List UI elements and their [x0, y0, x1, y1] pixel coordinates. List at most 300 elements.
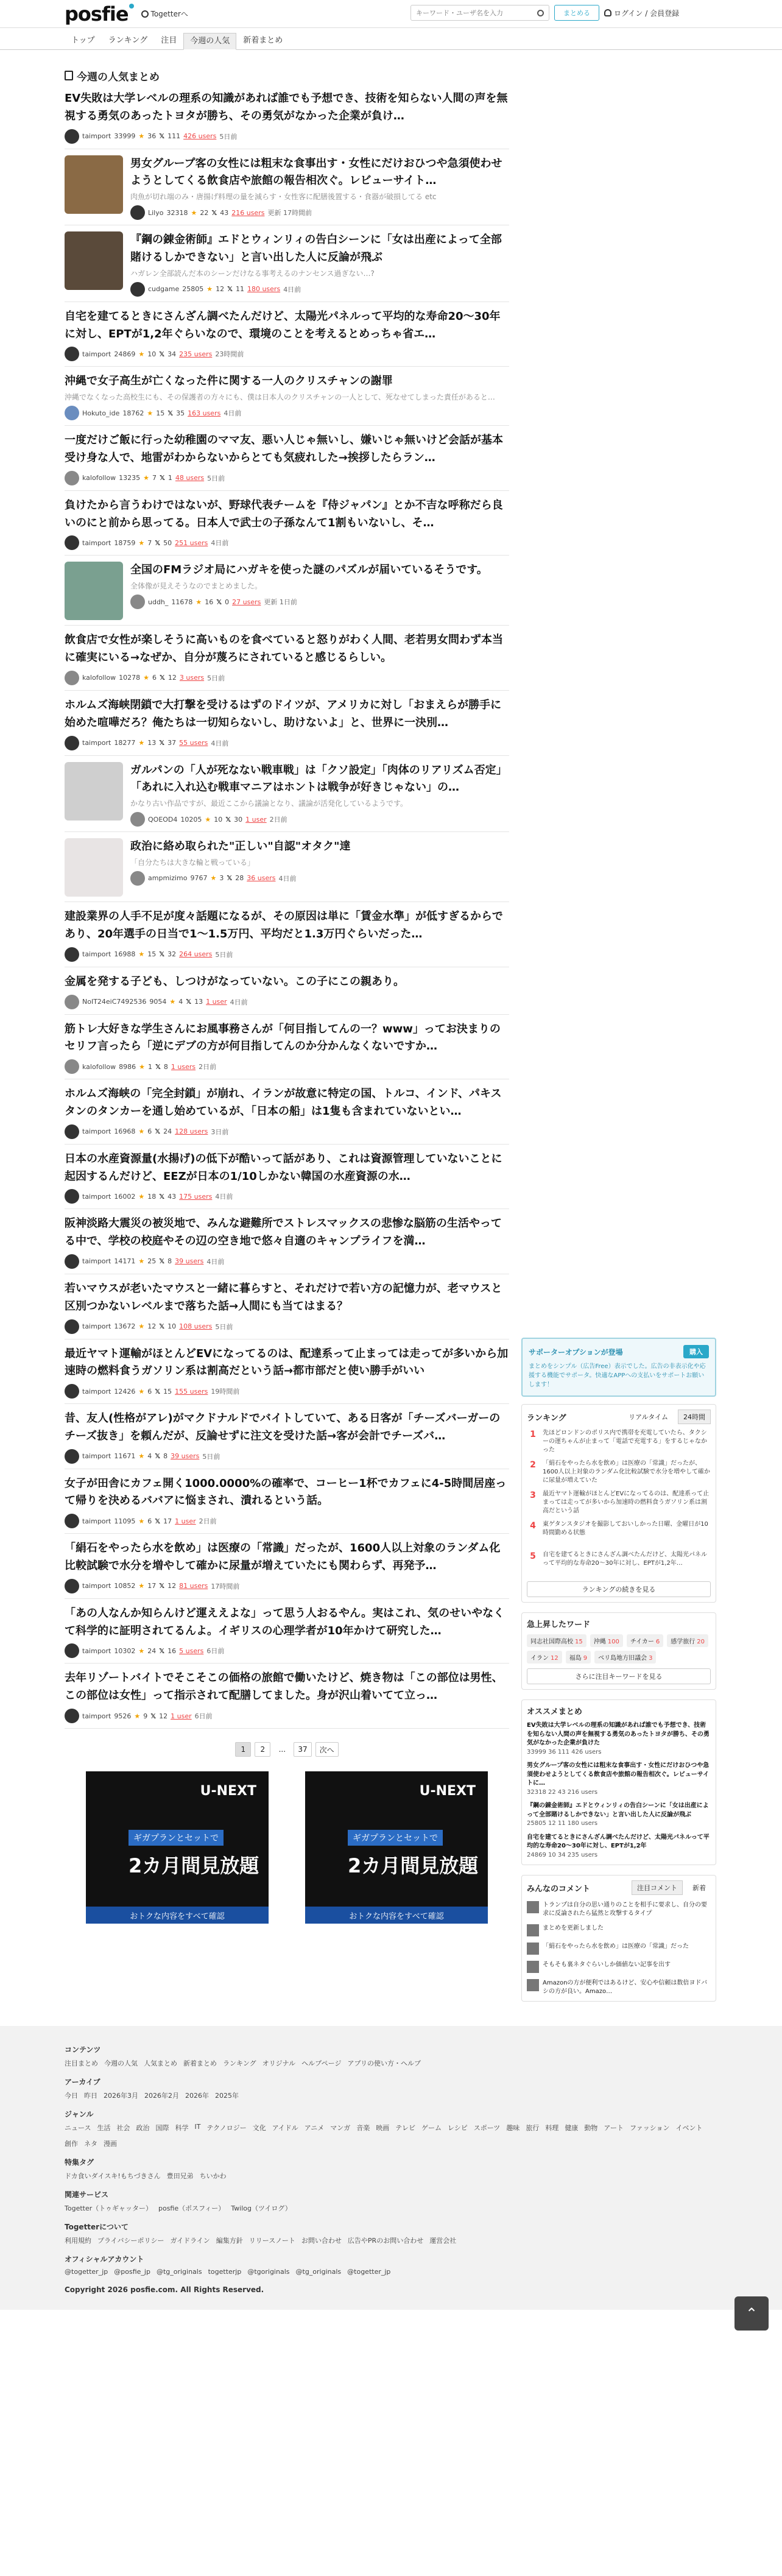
buy-button[interactable]: 購入: [683, 1345, 709, 1358]
avatar[interactable]: [65, 995, 79, 1009]
avatar[interactable]: [65, 1059, 79, 1074]
footer-link[interactable]: 映画: [376, 2124, 390, 2132]
footer-link[interactable]: ファッション: [629, 2124, 670, 2132]
footer-link[interactable]: 人気まとめ: [144, 2059, 177, 2067]
footer-link[interactable]: 音楽: [356, 2124, 370, 2132]
article-title[interactable]: ガルパンの「人が死なない戦車戦」は「クソ設定」「肉体のリアリズム否定」「あれに入れ込む戦車マニアはホントは戦争が好きじゃない」の…: [130, 763, 507, 794]
article-item[interactable]: [65, 626, 509, 691]
avatar[interactable]: [65, 947, 79, 962]
comment-tab-new[interactable]: 新着: [692, 1884, 706, 1892]
article-item[interactable]: [65, 1469, 509, 1534]
tab-weekly[interactable]: 今週の人気: [183, 33, 236, 50]
users-count[interactable]: 108 users: [179, 1322, 213, 1330]
avatar[interactable]: [130, 282, 145, 297]
article-item[interactable]: [65, 302, 509, 367]
comment-thumbnail: [527, 1961, 539, 1973]
article-item[interactable]: [65, 967, 509, 1015]
keyword-count: 20: [697, 1639, 705, 1645]
x-count: 12: [159, 1712, 168, 1720]
recommended-title[interactable]: 自宅を建てるときにさんざん調べたんだけど、太陽光パネルって平均的な寿命20〜30年に対し、EPTが1,2年: [527, 1833, 710, 1849]
author-name[interactable]: taimport: [82, 1387, 111, 1396]
footer-link[interactable]: 今週の人気: [104, 2059, 138, 2067]
ranking-title[interactable]: 最近ヤマト運輸がほとんどEVになってるのは、配達系って止まっては走ってが多いから加速時の燃料食うガソリン系は割高だという話: [543, 1491, 710, 1514]
star-count: 6: [152, 674, 157, 682]
tab-top[interactable]: トップ: [71, 36, 95, 45]
recommended-title[interactable]: 男女グループ客の女性には粗末な食事出す・女性にだけおひつや急須使わせようとしてくる飲食店や旅館の報告相次ぐ。レビューサイトに…: [527, 1762, 710, 1787]
avatar[interactable]: [65, 535, 79, 550]
keyword-count: 12: [551, 1655, 558, 1662]
rank-number: 1: [530, 1430, 536, 1439]
create-matome-button[interactable]: まとめる: [554, 5, 599, 21]
view-count: 16002: [114, 1192, 136, 1201]
sidebar: [521, 67, 716, 2002]
avatar[interactable]: [130, 595, 145, 609]
search-icon[interactable]: [537, 10, 544, 16]
avatar[interactable]: [65, 1643, 79, 1658]
footer-link[interactable]: 新着まとめ: [183, 2059, 217, 2067]
view-count: 10205: [180, 815, 202, 824]
footer-link[interactable]: ゲーム: [421, 2124, 442, 2132]
footer-link[interactable]: @tg_originals: [295, 2268, 342, 2276]
x-count: 50: [163, 538, 172, 547]
login-link[interactable]: ログイン / 会員登録: [604, 8, 679, 18]
search-input[interactable]: [416, 9, 532, 17]
article-title[interactable]: 全国のFMラジオ局にハガキを使った謎のパズルが届いているそうです。: [130, 563, 488, 577]
recommended-item[interactable]: [527, 1833, 711, 1860]
article-item[interactable]: [65, 1404, 509, 1469]
footer-link[interactable]: アプリの使い方・ヘルプ: [347, 2059, 421, 2067]
view-count: 9767: [190, 874, 208, 883]
footer-link[interactable]: スポーツ: [473, 2124, 501, 2132]
users-count[interactable]: 5 users: [179, 1646, 204, 1655]
article-item[interactable]: [65, 1599, 509, 1664]
article-item[interactable]: [65, 367, 509, 426]
footer-link[interactable]: @posfie_jp: [114, 2268, 150, 2276]
footer-heading: ジャンル: [65, 2110, 94, 2119]
article-title[interactable]: ホルムズ海峡閉鎖で大打撃を受けるはずのドイツが、アメリカに対し「おまえらが勝手に始めた喧嘩だろ？俺たちは一切知らないし、助けないよ」と、世界に一決別…: [65, 698, 502, 729]
keywords-more-button[interactable]: さらに注目キーワードを見る: [527, 1668, 711, 1684]
ranking-title[interactable]: 先ほどロンドンのポリス内で携帯を充電していたら、タクシーの運ちゃんが止まって「電話で充電する」をするじゃなかった: [543, 1430, 707, 1453]
footer-link[interactable]: 2026年3月: [104, 2092, 138, 2100]
article-title[interactable]: 筋トレ大好きな学生さんにお風事務さんが「何目指してんの一？www」ってお決まりのセリフ言ったら「逆にデブの方が何目指してんのか分かんなくないですか…: [65, 1022, 501, 1053]
footer-link[interactable]: ちいかわ: [199, 2172, 227, 2180]
article-title[interactable]: EV失敗は大学レベルの理系の知識があれば誰でも予想でき、技術を知らない人間の声を無視する勇気のあったトヨタが勝ち、その勇気がなかった企業が負け…: [65, 92, 508, 122]
article-title[interactable]: 若いマウスが老いたマウスと一緒に暮らすと、それだけで若い方の記憶力が、老マウスと区別つかないレベルまで落ちた話→人間にも当てはまる？: [65, 1282, 502, 1313]
post-age: 5日前: [207, 674, 225, 682]
author-name[interactable]: taimport: [82, 950, 111, 959]
footer-link[interactable]: 漫画: [104, 2140, 117, 2148]
footer-link[interactable]: IT: [194, 2123, 201, 2131]
footer-link[interactable]: togetterjp: [208, 2268, 242, 2276]
tab-ranking[interactable]: ランキング: [108, 36, 148, 45]
author-name[interactable]: uddh_: [148, 598, 169, 606]
comment-text[interactable]: 「絹石をやったら水を飲め」は医療の「常識」だった: [543, 1943, 689, 1950]
author-name[interactable]: taimport: [82, 1712, 111, 1720]
article-meta: [65, 736, 509, 750]
article-title[interactable]: 負けたから言うわけではないが、野球代表チームを『侍ジャパン』とか不吉な呼称だら良いのにと前から思ってる。日本人で武士の子孫なんて1割もいないし、そ…: [65, 498, 503, 529]
star-icon: ★: [138, 1387, 145, 1396]
article-title[interactable]: 金属を発する子ども、しつけがなっていない。この子にこの親あり。: [65, 975, 404, 988]
article-item[interactable]: [65, 902, 509, 967]
article-thumbnail[interactable]: [65, 231, 123, 290]
users-count[interactable]: 1 user: [206, 998, 227, 1006]
keyword-chip[interactable]: [590, 1634, 623, 1647]
users-count[interactable]: 163 users: [188, 409, 221, 417]
footer-link[interactable]: @tg_originals: [156, 2268, 202, 2276]
users-count[interactable]: 251 users: [175, 538, 208, 547]
avatar[interactable]: [130, 205, 145, 220]
footer-link[interactable]: posfie（ポスフィー）: [158, 2204, 225, 2212]
scroll-top-button[interactable]: ⌃: [734, 2296, 769, 2331]
next-page-button[interactable]: 次へ: [315, 1742, 339, 1757]
keyword-chip[interactable]: [667, 1634, 708, 1647]
footer-link[interactable]: プライバシーポリシー: [97, 2237, 164, 2245]
article-thumbnail[interactable]: [65, 562, 123, 620]
users-count[interactable]: 180 users: [247, 285, 281, 294]
comment-text[interactable]: トランプは自分の思い通りのことを相手に要求し、自分の要求に反論されたら猛然と攻撃するタイプ: [543, 1902, 707, 1917]
star-count: 12: [147, 1322, 157, 1330]
footer-heading: コンテンツ: [65, 2045, 101, 2054]
users-count[interactable]: 235 users: [179, 350, 213, 358]
author-name[interactable]: NoIT24eiC7492536: [82, 998, 147, 1006]
article-thumbnail[interactable]: [65, 155, 123, 214]
users-count[interactable]: 39 users: [171, 1452, 200, 1461]
page-1[interactable]: 1: [235, 1742, 251, 1757]
footer-link[interactable]: Twilog（ツイログ）: [231, 2204, 292, 2212]
article-title[interactable]: 阪神淡路大震災の被災地で、みんな避難所でストレスマックスの悲惨な脳筋の生活やってる中で、学校の校庭やその辺の空き地で悠々自適のキャンプライフを満…: [65, 1217, 502, 1248]
post-age: 4日前: [215, 1193, 233, 1201]
article-title[interactable]: 去年リゾートバイトでそこそこの価格の旅館で働いたけど、焼き物は「この部位は男性、この部位は女性」って指示されて配膳してました。身が沢山着いてて立っ…: [65, 1671, 503, 1703]
article-item[interactable]: [65, 1209, 509, 1274]
article-item[interactable]: [65, 426, 509, 491]
ranking-item[interactable]: [527, 1520, 711, 1546]
footer-link[interactable]: @tgoriginals: [247, 2268, 290, 2276]
article-description: 全体像が見えそうなのでまとめました。: [130, 582, 262, 591]
users-count[interactable]: 55 users: [179, 739, 208, 747]
article-meta: [65, 471, 509, 485]
footer-link[interactable]: アイドル: [272, 2124, 298, 2132]
keyword-chip[interactable]: [627, 1634, 663, 1647]
x-count: 37: [167, 739, 177, 747]
footer-link[interactable]: @togetter_jp: [347, 2268, 391, 2276]
footer-link[interactable]: ガイドライン: [170, 2237, 210, 2245]
keyword-label: 感学旅行: [671, 1639, 696, 1645]
footer-link[interactable]: イベント: [675, 2124, 703, 2132]
ranking-tab-realtime[interactable]: リアルタイム: [629, 1413, 668, 1421]
footer-link[interactable]: 料理: [545, 2124, 559, 2132]
recommended-title[interactable]: EV失敗は大学レベルの理系の知識があれば誰でも予想でき、技術を知らない人間の声を無視する勇気のあったトヨタが勝ち、その勇気がなかった企業が負けた: [527, 1722, 710, 1746]
footer-link[interactable]: 動物: [584, 2124, 598, 2132]
author-name[interactable]: taimport: [82, 538, 111, 547]
footer-link[interactable]: 2026年2月: [144, 2092, 179, 2100]
page-2[interactable]: 2: [255, 1742, 270, 1757]
footer-link[interactable]: アニメ: [304, 2124, 325, 2132]
post-age: 4日前: [211, 539, 229, 548]
avatar[interactable]: [65, 1449, 79, 1464]
users-count[interactable]: 1 users: [171, 1062, 196, 1071]
article-item[interactable]: [65, 1274, 509, 1339]
article-title[interactable]: 沖縄で女子高生が亡くなった件に関する一人のクリスチャンの謝罪: [65, 375, 393, 388]
avatar[interactable]: [130, 871, 145, 886]
article-item[interactable]: [65, 1145, 509, 1210]
users-count[interactable]: 128 users: [175, 1127, 208, 1136]
avatar[interactable]: [65, 129, 79, 144]
article-title[interactable]: 男女グループ客の女性には粗末な食事出す・女性にだけおひつや急須使わせようとしてくる飲食店や旅館の報告相次ぐ。レビューサイト…: [130, 157, 502, 188]
users-count[interactable]: 264 users: [179, 950, 213, 959]
footer-link[interactable]: リリースノート: [248, 2237, 295, 2245]
article-item[interactable]: [65, 149, 509, 226]
comment-tab-featured[interactable]: 注目コメント: [632, 1880, 683, 1895]
comment-item[interactable]: [527, 1943, 711, 1955]
footer-link[interactable]: 社会: [116, 2124, 130, 2132]
keyword-chip[interactable]: [566, 1651, 591, 1664]
author-name[interactable]: taimport: [82, 1646, 111, 1655]
avatar[interactable]: [65, 671, 79, 685]
article-item[interactable]: [65, 1339, 509, 1405]
footer-link[interactable]: 政治: [136, 2124, 150, 2132]
author-name[interactable]: taimport: [82, 350, 111, 358]
avatar[interactable]: [65, 1124, 79, 1139]
author-name[interactable]: Hokuto_ide: [82, 409, 120, 417]
footer-link[interactable]: 豊田兄弟: [166, 2172, 194, 2180]
article-item[interactable]: [65, 84, 509, 149]
ranking-title[interactable]: 自宅を建てるときにさんざん調べたんだけど、太陽光パネルって平均的な寿命20〜30年に対し、EPTが1,2年…: [543, 1551, 707, 1567]
article-item[interactable]: [65, 491, 509, 556]
footer-link[interactable]: 健康: [565, 2124, 579, 2132]
article-meta: [65, 995, 509, 1009]
ranking-title[interactable]: 「絹石をやったら水を飲め」は医療の「常識」だったが、1600人以上対象のランダム化比較試験で水分を増やして確かに尿量が増えていた: [543, 1460, 711, 1484]
footer-link[interactable]: 文化: [252, 2124, 266, 2132]
article-item[interactable]: [65, 832, 509, 902]
tab-featured[interactable]: 注目: [161, 36, 177, 45]
users-count[interactable]: 36 users: [247, 874, 276, 883]
x-count: 0: [225, 598, 230, 606]
author-name[interactable]: taimport: [82, 1127, 111, 1136]
post-age: 2日前: [199, 1517, 217, 1526]
article-item[interactable]: [65, 556, 509, 626]
author-name[interactable]: taimport: [82, 132, 111, 141]
article-title[interactable]: 飲食店で女性が楽しそうに高いものを食べていると怒りがわく人間、老若男女問わず本当に確実にいる→なぜか、自分が蔑ろにされていると感じるらしい。: [65, 633, 503, 665]
article-title[interactable]: 「あの人なんか知らんけど運ええよな」って思う人おるやん。実はこれ、気のせいやなくて科学的に証明されてるんよ。イギリスの心理学者が10年かけて研究した…: [65, 1606, 505, 1637]
ranking-tab-24h[interactable]: 24時間: [678, 1410, 711, 1424]
article-item[interactable]: [65, 756, 509, 833]
footer-link[interactable]: 注目まとめ: [65, 2059, 98, 2067]
keyword-chip[interactable]: [527, 1651, 562, 1664]
comment-text[interactable]: Amazonの方が便利ではあるけど、安心や信頼は数倍ヨドバシの方が良い。Amazo…: [543, 1980, 708, 1995]
footer-link[interactable]: 生活: [97, 2124, 111, 2132]
avatar[interactable]: [65, 347, 79, 361]
article-item[interactable]: [65, 691, 509, 756]
star-count: 10: [214, 815, 223, 824]
footer-link[interactable]: ヘルプページ: [301, 2059, 342, 2067]
view-count: 14171: [114, 1257, 136, 1266]
view-count: 16968: [114, 1127, 136, 1136]
author-name[interactable]: taimport: [82, 1582, 111, 1590]
footer-link[interactable]: 創作: [65, 2140, 78, 2148]
view-count: 13235: [119, 474, 141, 482]
footer-link[interactable]: 国際: [155, 2124, 169, 2132]
article-title[interactable]: 一度だけご飯に行った幼稚園のママ友、悪い人じゃ無いし、嫌いじゃ無いけど会話が基本受け身な人で、地雷がわからないからとても気疲れした→挨拶したらラン…: [65, 434, 503, 464]
author-name[interactable]: taimport: [82, 1517, 111, 1525]
comment-item[interactable]: [527, 1979, 711, 1996]
article-title[interactable]: ホルムズ海峡の「完全封鎖」が崩れ、イランが故意に特定の国、トルコ、インド、パキスタンのタンカーを通し始めているが、「日本の船」は1隻も含まれていないとい…: [65, 1087, 502, 1118]
comment-thumbnail: [527, 1901, 539, 1913]
article-title[interactable]: 『鋼の錬金術師』エドとウィンリィの告白シーンに「女は出産によって全部賭けるしかできない」と言い出した人に反論が飛ぶ: [130, 233, 502, 264]
footer-link[interactable]: テレビ: [395, 2124, 416, 2132]
ranking-item[interactable]: [527, 1551, 711, 1576]
comment-text[interactable]: まとめを更新しました: [543, 1925, 604, 1932]
users-count[interactable]: 426 users: [183, 132, 217, 141]
footer-link[interactable]: 広告やPRのお問い合わせ: [347, 2237, 424, 2245]
footer-link[interactable]: ランキング: [223, 2059, 256, 2067]
footer-link[interactable]: 旅行: [526, 2124, 540, 2132]
footer-link[interactable]: 今日: [65, 2092, 78, 2100]
author-name[interactable]: taimport: [82, 739, 111, 747]
users-count[interactable]: 175 users: [179, 1192, 213, 1201]
avatar[interactable]: [65, 1579, 79, 1593]
recommended-item[interactable]: [527, 1762, 711, 1797]
article-item[interactable]: [65, 1534, 509, 1599]
author-name[interactable]: taimport: [82, 1322, 111, 1330]
ranking-item[interactable]: [527, 1459, 711, 1485]
author-name[interactable]: kalofollow: [82, 674, 116, 682]
author-name[interactable]: taimport: [82, 1452, 111, 1461]
x-count: 8: [163, 1062, 168, 1071]
footer-link[interactable]: ネタ: [84, 2140, 97, 2148]
footer-link[interactable]: 趣味: [506, 2124, 520, 2132]
comment-item[interactable]: [527, 1901, 711, 1918]
comment-text[interactable]: そもそも裏ネタぐらいしか価値ない記事を出す: [543, 1961, 671, 1968]
users-count[interactable]: 1 user: [171, 1712, 192, 1720]
x-icon: 𝕏: [167, 409, 174, 417]
users-count[interactable]: 1 user: [175, 1517, 196, 1525]
footer-link[interactable]: ニュース: [65, 2124, 91, 2132]
footer-link[interactable]: Togetter（トゥギャッター）: [65, 2204, 152, 2212]
author-name[interactable]: ampmizimo: [148, 874, 188, 883]
star-icon: ★: [143, 474, 150, 482]
ranking-more-button[interactable]: ランキングの続きを見る: [527, 1581, 711, 1597]
recommended-item[interactable]: [527, 1721, 711, 1757]
ranking-item[interactable]: [527, 1490, 711, 1516]
users-count[interactable]: 3 users: [179, 674, 205, 682]
users-count[interactable]: 27 users: [232, 598, 261, 606]
article-thumbnail[interactable]: [65, 762, 123, 820]
footer-link[interactable]: オリジナル: [262, 2059, 296, 2067]
footer-link[interactable]: テクノロジー: [206, 2124, 247, 2132]
ad-banner[interactable]: U-NEXT ギガプランとセットで 2カ月間見放題 おトクな内容をすべて確認: [305, 1771, 488, 1924]
article-meta: [65, 1643, 509, 1658]
footer-link[interactable]: ドカ食いダイスキ!もちづきさん: [65, 2172, 161, 2180]
comment-item[interactable]: [527, 1961, 711, 1973]
post-age: 2日前: [269, 816, 287, 824]
tab-new[interactable]: 新着まとめ: [243, 36, 283, 45]
star-count: 6: [147, 1387, 152, 1396]
article-item[interactable]: [65, 1664, 509, 1729]
ranking-item[interactable]: [527, 1429, 711, 1455]
author-name[interactable]: taimport: [82, 1257, 111, 1266]
ranking-title[interactable]: 東ゲタンスタジオを撮影しておいしかった日曜、金曜日が10時間勤める状態: [543, 1521, 708, 1536]
article-title[interactable]: 日本の水産資源量(水揚げ)の低下が酷いって話があり、これは資源管理していないことに起因するんだけど、EEZが日本の1/10しかない韓国の水産資源の水…: [65, 1152, 502, 1183]
site-logo[interactable]: posfie: [65, 2, 134, 26]
avatar[interactable]: [65, 406, 79, 420]
avatar[interactable]: [65, 1514, 79, 1528]
users-count[interactable]: 1 user: [245, 815, 267, 824]
avatar[interactable]: [130, 812, 145, 827]
author-name[interactable]: QOEOD4: [148, 815, 178, 824]
article-title[interactable]: 女子が田舎にカフェ開く1000.0000%の確率で、コーヒー1杯でカフェに4-5時間居座って帰りを決めるババアに悩まされ、潰れるという話。: [65, 1477, 507, 1508]
article-item[interactable]: [65, 225, 509, 302]
view-count: 9054: [149, 998, 167, 1006]
article-title[interactable]: 建設業界の人手不足が度々話題になるが、その原因は単に「賃金水準」が低すぎるからであり、20年選手の日当で1〜1.5万円、平均だと1.3万円ぐらいだった…: [65, 910, 503, 940]
recommended-item[interactable]: [527, 1802, 711, 1829]
x-icon: 𝕏: [159, 1192, 165, 1201]
author-name[interactable]: kalofollow: [82, 1062, 116, 1071]
footer-link[interactable]: 2026年: [185, 2092, 209, 2100]
footer-link[interactable]: アート: [604, 2124, 624, 2132]
avatar[interactable]: [65, 736, 79, 750]
article-title[interactable]: 政治に絡め取られた"正しい"自認"オタク"達: [130, 840, 351, 853]
page-37[interactable]: 37: [294, 1742, 311, 1757]
avatar[interactable]: [65, 1709, 79, 1723]
post-age: 17時間前: [211, 1582, 240, 1590]
users-count[interactable]: 48 users: [175, 474, 205, 482]
footer-link[interactable]: マンガ: [330, 2124, 351, 2132]
article-title[interactable]: 最近ヤマト運輸がほとんどEVになってるのは、配達系って止まっては走ってが多いから加速時の燃料食うガソリン系は割高だという話→都市部だと使い勝手がいい: [65, 1347, 509, 1378]
keyword-chip[interactable]: [527, 1634, 586, 1647]
footer-link[interactable]: レシピ: [448, 2124, 468, 2132]
avatar[interactable]: [65, 1189, 79, 1204]
users-count[interactable]: 81 users: [179, 1582, 208, 1590]
author-name[interactable]: taimport: [82, 1192, 111, 1201]
ad-banner[interactable]: U-NEXT ギガプランとセットで 2カ月間見放題 おトクな内容をすべて確認: [86, 1771, 269, 1924]
author-name[interactable]: kalofollow: [82, 474, 116, 482]
star-count: 12: [216, 285, 225, 294]
users-count[interactable]: 39 users: [175, 1257, 204, 1266]
article-thumbnail[interactable]: [65, 838, 123, 897]
keyword-chip[interactable]: [594, 1651, 656, 1664]
avatar[interactable]: [65, 471, 79, 485]
comment-item[interactable]: [527, 1924, 711, 1936]
avatar[interactable]: [65, 1384, 79, 1399]
footer-link[interactable]: 昨日: [84, 2092, 97, 2100]
article-title[interactable]: 「絹石をやったら水を飲め」は医療の「常識」だったが、1600人以上対象のランダム化比較試験で水分を増やして確かに尿量が増えていたにも関わらず、再発予…: [65, 1542, 501, 1573]
footer-link[interactable]: 運営会社: [429, 2237, 457, 2245]
article-item[interactable]: [65, 1079, 509, 1145]
article-item[interactable]: [65, 1015, 509, 1080]
footer-link[interactable]: お問い合わせ: [301, 2237, 342, 2245]
footer-link[interactable]: 2025年: [215, 2092, 239, 2100]
keyword-label: 沖縄: [593, 1639, 606, 1645]
x-icon: 𝕏: [211, 208, 217, 217]
users-count[interactable]: 216 users: [231, 208, 265, 217]
users-count[interactable]: 155 users: [175, 1387, 208, 1396]
article-title[interactable]: 自宅を建てるときにさんざん調べたんだけど、太陽光パネルって平均的な寿命20〜30年に対し、EPTが1,2年ぐらいなので、環境のことを考えるとめっちゃ省エ…: [65, 309, 501, 341]
recommended-title[interactable]: 『鋼の錬金術師』エドとウィンリィの告白シーンに「女は出産によって全部賭けるしかできない」と言い出した人に反論が飛ぶ: [527, 1802, 709, 1818]
main-column: [65, 67, 509, 2002]
avatar[interactable]: [65, 1254, 79, 1269]
article-title[interactable]: 昔、友人(性格がアレ)がマクドナルドでバイトしていて、ある日客が「チーズバーガーのチーズ抜き」を頼んだが、反論せずに注文を受けた話→客が会計でチーズバ…: [65, 1412, 501, 1442]
footer-link[interactable]: 編集方針: [216, 2237, 243, 2245]
footer-link[interactable]: 科学: [175, 2124, 189, 2132]
avatar[interactable]: [65, 1319, 79, 1334]
author-name[interactable]: cudgame: [148, 285, 180, 294]
footer-link[interactable]: 利用規約: [65, 2237, 91, 2245]
footer-link[interactable]: @togetter_jp: [65, 2268, 108, 2276]
togetter-link[interactable]: Togetterへ: [141, 9, 188, 19]
post-age: 4日前: [224, 409, 242, 418]
author-name[interactable]: Lilyo: [148, 208, 164, 217]
keyword-count: 15: [575, 1639, 583, 1645]
